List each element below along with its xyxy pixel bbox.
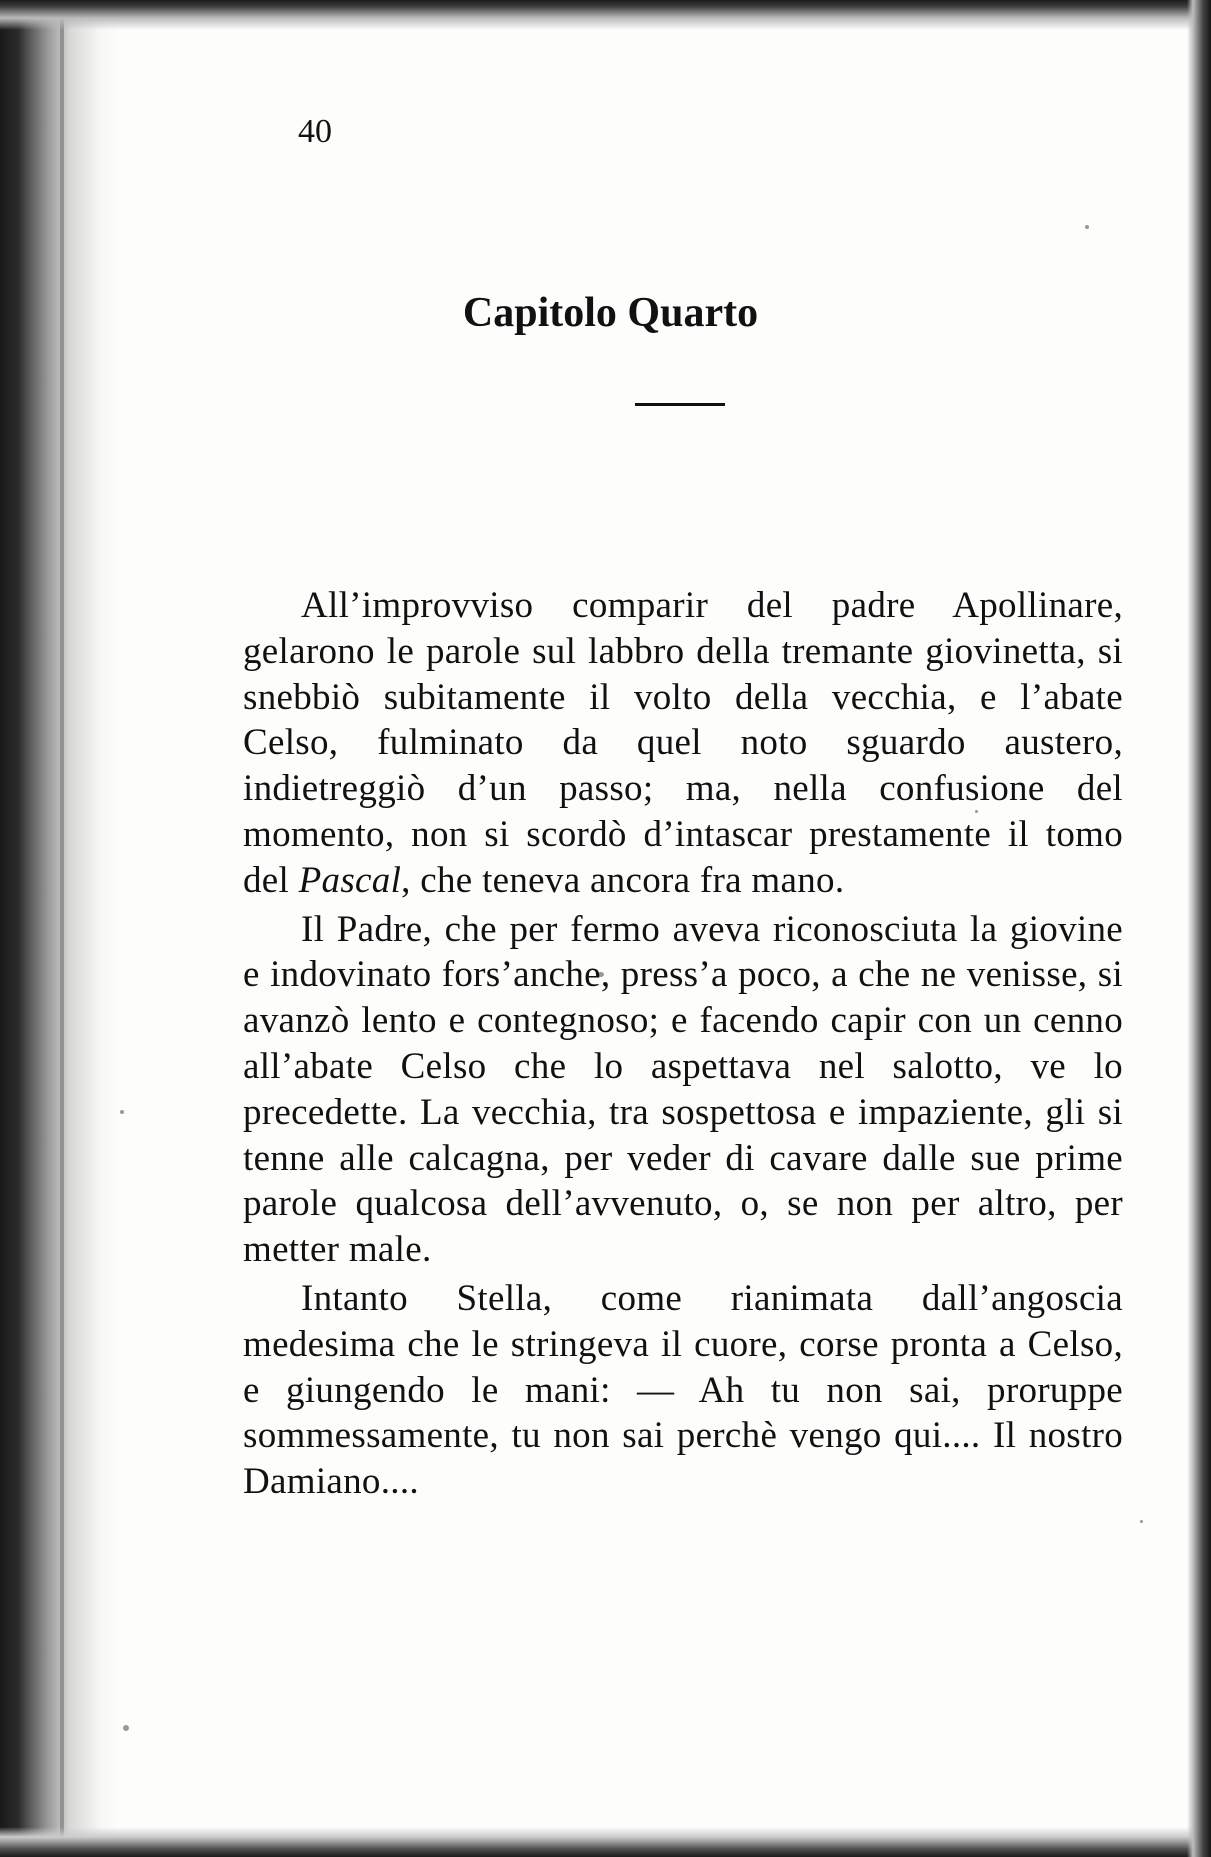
paragraph-3: Intanto Stella, come rianimata dall’angoscia medesima che le stringeva il cuore, corse pronta a Celso, e giungendo le mani: — Ah tu non sai, proruppe sommessamente, tu non sai perchè vengo qui.... Il nostro Damiano.... [243,1277,1123,1503]
page-top-edge [0,0,1211,30]
page-right-edge [1187,0,1211,1857]
chapter-title: Capitolo Quarto [462,290,759,336]
print-speck [1140,1520,1143,1523]
page-number: 40 [298,113,332,150]
paragraph-2: Il Padre, che per fermo aveva riconosciuta la giovine e indovinato fors’anche, press’a poco, a che ne venisse, si avanzò lento e contegnoso; e facendo capir con un cenno all’abate Celso che lo aspettava nel salotto, ve lo precedette. La vecchia, tra sospettosa e impaziente, gli si tenne alle calcagna, per veder di cavare dalle sue prime parole qualcosa dell’avvenuto, o, se non per altro, per metter male. [243,908,1123,1271]
paragraph-1-text: All’improvviso comparir del padre Apollinare, gelarono le parole sul labbro della tremante giovinetta, si snebbiò subitamente il volto della vecchia, e l’abate Celso, fulminato da quel noto sguardo austero, indietreggiò d’un passo; ma, nella confusione del momento, non si scordò d’intascar prestamente il tomo del [243,585,1123,901]
paragraph-1-after: , che teneva ancora fra mano. [401,859,845,901]
paragraph-1 [243,583,1123,904]
title-rule [635,403,725,406]
body-text [243,583,1123,1505]
binding-streak [60,0,64,1857]
print-speck [120,1110,124,1114]
page-bottom-edge [0,1827,1211,1857]
print-speck [123,1725,129,1731]
paragraph-1-emphasis: Pascal [298,859,402,901]
print-speck [1085,225,1089,229]
